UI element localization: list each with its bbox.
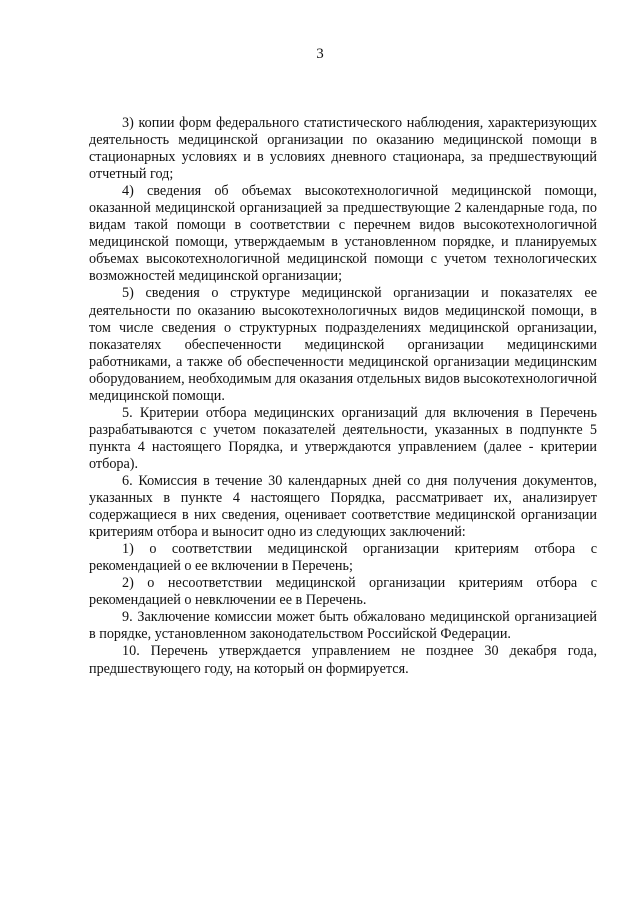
paragraph-conclusion-2-noncompliance: 2) о несоответствии медицинской организации критериям отбора с рекомендацией о невключении ее в Перечень.	[89, 575, 597, 609]
paragraph-item-3-federal-forms: 3) копии форм федерального статистического наблюдения, характеризующих деятельность медицинской организации по оказанию медицинской помощи в стационарных условиях и в условиях дневного стационара, за предшествующий отчетный год;	[89, 115, 597, 183]
paragraph-point-9-appeal: 9. Заключение комиссии может быть обжаловано медицинской организацией в порядке, установленном законодательством Российской Федерации.	[89, 609, 597, 643]
paragraph-point-6-commission-review: 6. Комиссия в течение 30 календарных дней со дня получения документов, указанных в пункте 4 настоящего Порядка, рассматривает их, анализирует содержащиеся в них сведения, оценивает соответствие медицинской организации критериям отбора и выносит одно из следующих заключений:	[89, 472, 597, 541]
paragraph-point-10-approval: 10. Перечень утверждается управлением не позднее 30 декабря года, предшествующего году, на который он формируется.	[89, 643, 597, 677]
paragraph-item-4-htmc-volumes: 4) сведения об объемах высокотехнологичной медицинской помощи, оказанной медицинской организацией за предшествующие 2 календарные года, по видам такой помощи в соответствии с перечнем видов высокотехнологичной медицинской помощи, утверждаемым в установленном порядке, и планируемых объемах высокотехнологичной медицинской помощи с учетом технологических возможностей медицинской организации;	[89, 183, 597, 285]
paragraph-point-5-selection-criteria: 5. Критерии отбора медицинских организаций для включения в Перечень разрабатываются с учетом показателей деятельности, указанных в подпункте 5 пункта 4 настоящего Порядка, и утверждаются управлением (далее - критерии отбора).	[89, 404, 597, 472]
paragraph-item-5-structure-info: 5) сведения о структуре медицинской организации и показателях ее деятельности по оказанию высокотехнологичных видов медицинской помощи, в том числе сведения о структурных подразделениях медицинской организации, показателях обеспеченности медицинской организации медицинскими работниками, а также об обеспеченности медицинской организации медицинским оборудованием, необходимым для оказания отдельных видов высокотехнологичной медицинской помощи.	[89, 285, 597, 404]
document-body	[89, 115, 597, 678]
paragraph-conclusion-1-compliance: 1) о соответствии медицинской организации критериям отбора с рекомендацией о ее включении в Перечень;	[89, 541, 597, 575]
page-number: 3	[316, 46, 324, 62]
